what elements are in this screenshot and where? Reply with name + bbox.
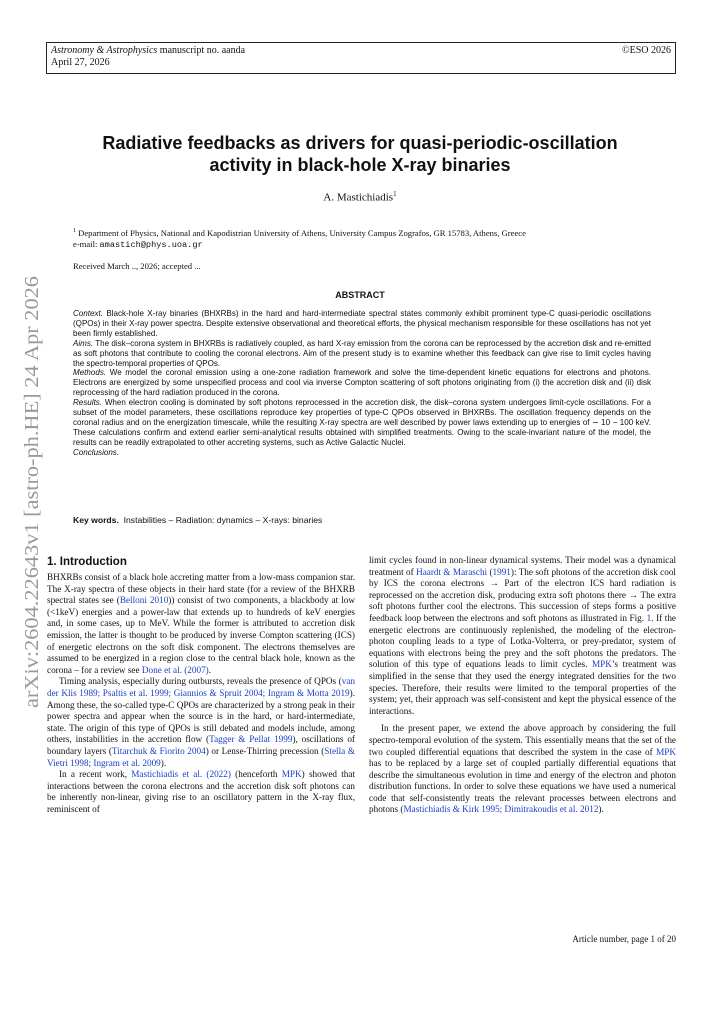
citation-link[interactable]: Mastichiadis et al. (2022): [131, 769, 231, 780]
section-heading: 1. Introduction: [47, 556, 127, 568]
author-superscript: 1: [393, 190, 397, 198]
citation-link[interactable]: Stella & Vietri 1998; Ingram et al. 2009: [47, 745, 355, 768]
citation-link[interactable]: Tagger & Pellat 1999: [209, 734, 293, 745]
paragraph: In a recent work, Mastichiadis et al. (2022) (henceforth MPK) showed that interactions between the corona electrons and the accretion disk soft photons can be inherently non-linear, giving rise to an oscillatory pattern in the X-ray flux, reminiscent of: [47, 769, 356, 814]
abstract-heading: ABSTRACT: [335, 290, 385, 300]
aims-label: Aims.: [73, 338, 94, 348]
author-email[interactable]: amastich@phys.uoa.gr: [99, 239, 203, 250]
keywords-label: Key words.: [73, 515, 119, 525]
journal-name: Astronomy & Astrophysics: [51, 45, 158, 56]
page-footer: Article number, page 1 of 20: [572, 934, 676, 944]
received-line: Received March .., 2026; accepted ...: [73, 261, 201, 271]
citation-link[interactable]: Haardt & Maraschi: [416, 566, 488, 577]
methods-text: We model the coronal emission using a one-zone radiation framework and solve the time-dependent kinetic equations for electrons and photons. Electrons are energized by some unspecified process and cool via inverse Compton scattering of soft photons originating from (i) the accretion disk and (ii) disk reprocessing of the hard radiation produced in the corona.: [73, 368, 651, 398]
citation-link[interactable]: Belloni 2010: [119, 595, 169, 606]
copyright-notice: ©ESO 2026: [622, 45, 671, 56]
paper-title: [70, 132, 650, 176]
paragraph: Timing analysis, especially during outbursts, reveals the presence of QPOs (van der Klis 1989; Psaltis et al. 1999; Giannios & Spruit 2004; Ingram & Motta 2019). Among these, the so-called type-C QPOs are characterized by a strong peak in their power spectra and appear when the source is in the hard, or hard-intermediate, state. The origin of this type of QPOs is still debated and models include, among others, instabilities in the accretion flow (Tagger & Pellat 1999), oscillations of boundary layers (Titarchuk & Fiorito 2004) or Lense-Thirring precession (Stella & Vietri 1998; Ingram et al. 2009).: [47, 676, 355, 768]
citation-link[interactable]: van der Klis 1989; Psaltis et al. 1999; Giannios & Spruit 2004; Ingram & Motta 2019: [47, 676, 355, 698]
keywords: [73, 515, 651, 525]
left-column: [47, 572, 355, 815]
author-line: [70, 190, 650, 204]
email-label: e-mail:: [73, 238, 100, 249]
keywords-text: Instabilities – Radiation: dynamics – X-rays: binaries: [123, 515, 323, 525]
arxiv-stamp: [6, 272, 52, 712]
manuscript-date: April 27, 2026: [51, 57, 110, 68]
citation-link[interactable]: MPK: [656, 746, 676, 757]
author-name: A. Mastichiadis: [323, 191, 394, 204]
affiliation-text: Department of Physics, National and Kapodistrian University of Athens, University Campus Zografos, GR 15783, Athens, Greece: [78, 227, 526, 238]
paragraph: BHXRBs consist of a black hole accreting matter from a low-mass companion star. The X-ray spectra of these objects in their hard state (for a review of the BHXRB spectral states see (Belloni 2010)) consist of two components, a blackbody at low (<1keV) energies and a power-law that extends up to hundreds of keV energies and, in some cases, up to MeV. While the former is attributed to accretion disk emission, the latter is thought to be produced by inverse Compton scattering (ICS) of energetic electrons on the soft disk component. The electrons themselves are assumed to be energized in a region close to the central black hole, known as the corona – for a review see Done et al. (2007).: [47, 572, 355, 675]
abstract-body: [73, 309, 651, 458]
abstract-aims: [73, 339, 651, 369]
context-label: Context.: [73, 309, 103, 318]
abstract-results: [73, 398, 651, 448]
methods-label: Methods.: [73, 368, 107, 378]
abstract-conclusions: [73, 448, 651, 458]
journal-line: [51, 45, 671, 57]
conclusions-label: Conclusions.: [73, 447, 120, 457]
citation-link[interactable]: MPK: [591, 659, 612, 670]
right-column: [369, 555, 676, 816]
arxiv-identifier: arXiv:2604.22643v1 [astro-ph.HE] 24 Apr 2026: [21, 321, 43, 708]
citation-link[interactable]: Mastichiadis & Kirk 1995; Dimitrakoudis et al. 2012: [403, 804, 599, 815]
journal-header: [46, 42, 676, 74]
figure-link[interactable]: 1: [646, 612, 652, 623]
results-text: When electron cooling is dominated by soft photons reprocessed in the accretion disk, the disk–corona system undergoes limit-cycle oscillations. For a subset of the model parameters, these oscillations reproduce key properties of type-C QPOs observed in BHXRBs. The oscillation frequency depends on the coronal radius and on the energization timescale, while the resulting X-ray spectra are well described by power laws extending up to energies of ∼ 10 − 100 keV. These calculations confirm and extend earlier semi-analytical results obtained with simplified treatments. Owing to the scale-invariant nature of the model, the results can be readily extrapolated to other accreting systems, such as Active Galactic Nuclei.: [73, 398, 651, 447]
affiliation: [73, 226, 653, 251]
aims-text: The disk–corona system in BHXRBs is radiatively coupled, as hard X-ray emission from the corona can be reprocessed by the accretion disk and re-emitted as soft photons that contribute to cooling the coronal electrons. Aim of the present study is to examine whether this feedback can give rise to limit cycles having the spectro-temporal properties of QPOs.: [73, 338, 651, 368]
results-label: Results.: [73, 398, 103, 408]
citation-link[interactable]: Done et al. (2007): [141, 664, 209, 675]
context-text: Black-hole X-ray binaries (BHXRBs) in the hard and hard-intermediate spectral states commonly exhibit prominent type-C quasi-periodic oscillations (QPOs) in their X-ray power spectra. Despite extensive observational and theoretical efforts, the physical mechanism responsible for these oscillations has not yet been firmly established.: [73, 309, 651, 338]
manuscript-number: manuscript no. aanda: [157, 45, 246, 56]
citation-link[interactable]: MPK: [281, 769, 302, 780]
paragraph: limit cycles found in non-linear dynamical systems. Their model was a dynamical treatment of Haardt & Maraschi (1991): The soft photons of the accretion disk cool by ICS the corona electrons → Part of the electron ICS hard radiation is reprocessed on the accretion disk, producing extra soft photons there → The extra soft photons further cool the electrons. This succession of steps forms a positive feedback loop between the electrons and soft photons as illustrated in Fig. 1. If the energetic electrons are continuously replenished, the modeling of the electron-photon coupling leads to a type of Lotka-Volterra, or prey-predator, system of equations with electrons being the prey and the soft photons the predators. The solution of this type of equations leads to limit cycles. MPK’s treatment was simplified in the sense that they used the energy integrated densities for the two species. Therefore, their results were limited to the temporal properties of the system; yet, their approach was self-consistent and kept the physical essence of the interactions.: [369, 555, 677, 716]
affiliation-superscript: 1: [73, 228, 76, 234]
abstract-methods: [73, 368, 651, 398]
title-line-1: Radiative feedbacks as drivers for quasi-periodic-oscillation: [102, 133, 618, 153]
paragraph: In the present paper, we extend the above approach by considering the full spectro-temporal evolution of the system. This essentially means that the set of the two coupled differential equations that described the system in the case of MPK has to be replaced by a large set of coupled partially differential equations that describe the simultaneous evolution in time and energy of the electron and photon distribution functions. In order to solve these equations we have used a numerical code that self-consistently treats the relevant processes between electrons and photons (Mastichiadis & Kirk 1995; Dimitrakoudis et al. 2012).: [369, 723, 676, 815]
title-line-2: activity in black-hole X-ray binaries: [209, 155, 511, 175]
abstract-context: [73, 309, 651, 339]
citation-link[interactable]: Titarchuk & Fiorito 2004: [111, 745, 206, 756]
citation-link[interactable]: 1991: [492, 566, 511, 577]
